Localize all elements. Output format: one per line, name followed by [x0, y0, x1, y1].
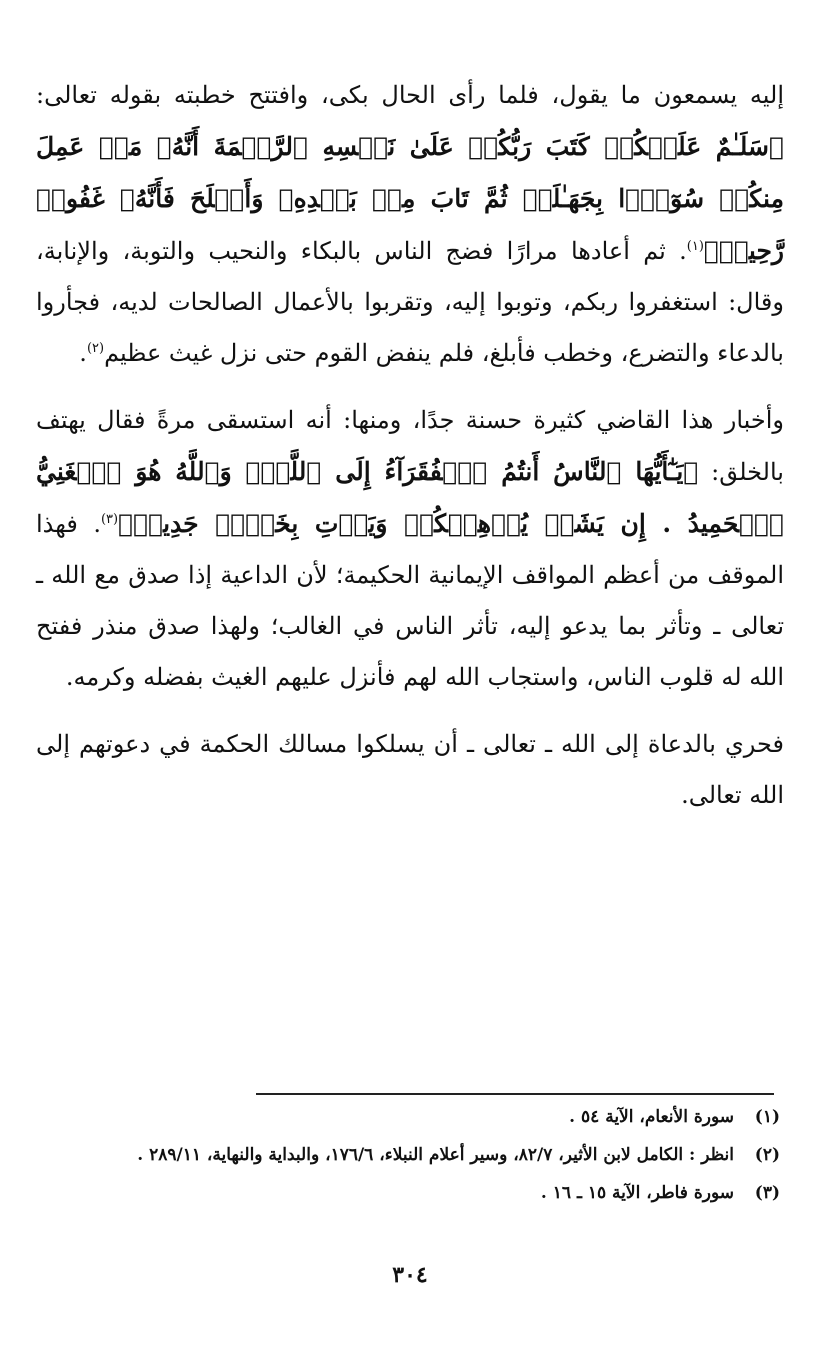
- footnote-1: [40, 1100, 780, 1134]
- paragraph-2-text-2: . فهذا الموقف من أعظم المواقف الإيمانية الحكيمة؛ لأن الداعية إذا صدق مع الله ـ تعالى ـ وتأثر بما يدعو إليه، تأثر الناس في الغالب؛ ولهذا صدق منذر ففتح الله له قلوب الناس، واستجاب الله لهم فأنزل عليهم الغيث بفضله وكرمه.: [36, 510, 784, 691]
- footnote-ref-3: (٣): [100, 512, 119, 527]
- footnote-number: (١): [754, 1107, 780, 1127]
- paragraph-1: [36, 70, 784, 379]
- paragraph-2-text-1: وأخبار هذا القاضي كثيرة حسنة جدًا، ومنها: أنه استسقى مرةً فقال يهتف بالخلق:: [36, 406, 784, 486]
- main-text: [36, 70, 784, 837]
- footnote-text: سورة الأنعام، الآية ٥٤ .: [569, 1107, 734, 1127]
- footnotes: [40, 1100, 780, 1214]
- footnote-number: (٢): [754, 1145, 780, 1165]
- footnote-text: انظر : الكامل لابن الأثير، ٨٢/٧، وسير أعلام النبلاء، ١٧٦/٦، والبداية والنهاية، ٢٨٩/١١ .: [137, 1145, 734, 1165]
- paragraph-1-text-1: إليه يسمعون ما يقول، فلما رأى الحال بكى، وافتتح خطبته بقوله تعالى:: [36, 81, 784, 109]
- quran-verse-1: ﴿سَلَـٰمٌ عَلَيۡكُمۡ كَتَبَ رَبُّكُمۡ عَلَىٰ نَفۡسِهِ ٱلرَّحۡمَةَ أَنَّهُۥ مَنۡ عَمِلَ مِنكُمۡ سُوٓءَۢا بِجَهَـٰلَةٖ ثُمَّ تَابَ مِنۢ بَعۡدِهِۦ وَأَصۡلَحَ فَأَنَّهُۥ غَفُورٞ رَّحِيمٞ﴾: [36, 132, 784, 265]
- paragraph-1-text-2: . ثم أعادها مرارًا فضج الناس بالبكاء والنحيب والتوبة، والإنابة، وقال: استغفروا ربكم، وتوبوا إليه، وتقربوا بالأعمال الصالحات لديه، فجأروا بالدعاء والتضرع، وخطب فأبلغ، فلم ينفض القوم حتى نزل غيث عظيم: [36, 237, 784, 367]
- footnote-number: (٣): [754, 1183, 780, 1203]
- paragraph-3-text-1: فحري بالدعاة إلى الله ـ تعالى ـ أن يسلكوا مسالك الحكمة في دعوتهم إلى الله تعالى.: [36, 730, 784, 809]
- quran-verse-2: ﴿يَـٰٓأَيُّهَا ٱلنَّاسُ أَنتُمُ ٱلۡفُقَرَآءُ إِلَى ٱللَّهِۖ وَٱللَّهُ هُوَ ٱلۡغَنِيُّ ٱلۡحَمِيدُ . إِن يَشَأۡ يُذۡهِبۡكُمۡ وَيَأۡتِ بِخَلۡقٖ جَدِيدٖ﴾: [36, 457, 784, 538]
- paragraph-1-text-3: .: [79, 339, 87, 367]
- footnote-ref-2: (٢): [86, 341, 105, 356]
- footnote-text: سورة فاطر، الآية ١٥ ـ ١٦ .: [540, 1183, 734, 1203]
- footnote-2: [40, 1138, 780, 1172]
- footnote-divider: [256, 1093, 774, 1095]
- paragraph-3: [36, 719, 784, 821]
- page-number: ٣٠٤: [392, 1262, 428, 1288]
- footnote-ref-1: (١): [686, 239, 704, 254]
- footnote-3: [40, 1176, 780, 1210]
- paragraph-2: [36, 395, 784, 703]
